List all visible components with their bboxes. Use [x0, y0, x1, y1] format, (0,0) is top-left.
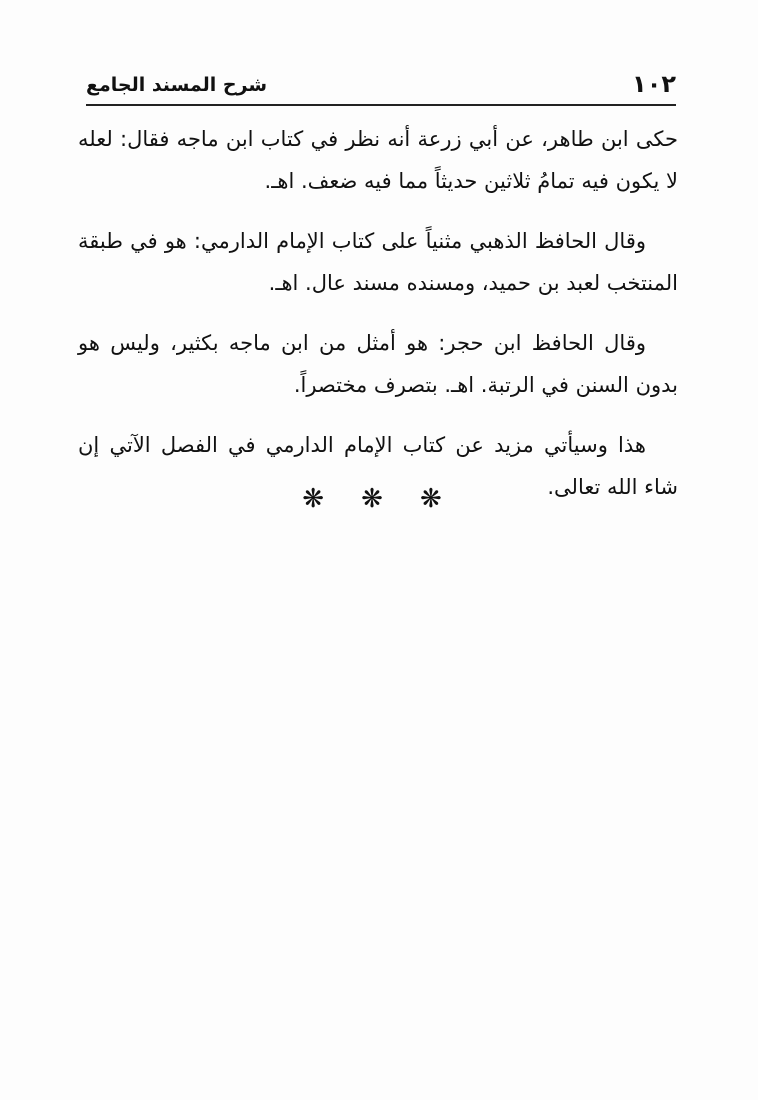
body-text — [78, 118, 678, 526]
paragraph: هذا وسيأتي مزيد عن كتاب الإمام الدارمي في الفصل الآتي إن شاء الله تعالى. — [78, 433, 678, 499]
paragraph: وقال الحافظ الذهبي مثنياً على كتاب الإمام الدارمي: هو في طبقة المنتخب لعبد بن حميد، ومسنده مسند عال. اهـ. — [78, 229, 678, 295]
running-title: شرح المسند الجامع — [86, 74, 268, 96]
paragraph: حكى ابن طاهر، عن أبي زرعة أنه نظر في كتاب ابن ماجه فقال: لعله لا يكون فيه تمامُ ثلاثين حديثاً مما فيه ضعف. اهـ. — [78, 127, 678, 193]
section-end-ornament: ❋ ❋ ❋ — [302, 484, 456, 514]
page-number: ١٠٢ — [632, 70, 676, 98]
paragraph: وقال الحافظ ابن حجر: هو أمثل من ابن ماجه بكثير، وليس هو بدون السنن في الرتبة. اهـ. بتصرف مختصراً. — [78, 331, 678, 397]
page-header — [86, 64, 676, 102]
header-rule — [86, 104, 676, 106]
